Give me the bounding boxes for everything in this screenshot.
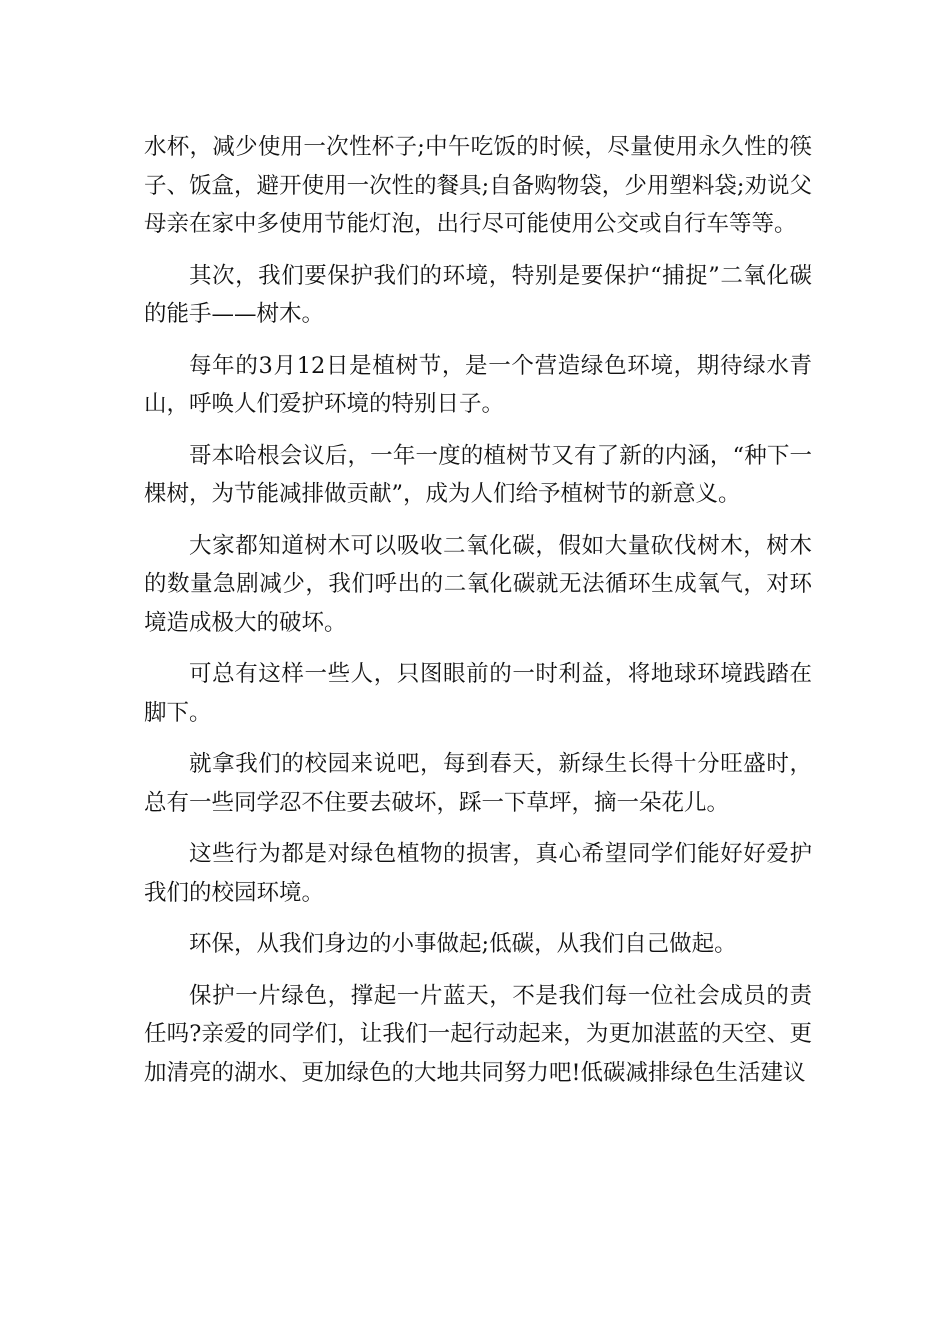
paragraph-4: 哥本哈根会议后，一年一度的植树节又有了新的内涵，“种下一棵树，为节能减排做贡献”，成为人们给予植树节的新意义。 bbox=[144, 442, 812, 507]
paragraph-3: 每年的3月12日是植树节，是一个营造绿色环境，期待绿水青山，呼唤人们爱护环境的特别日子。 bbox=[144, 352, 812, 417]
paragraph-9: 环保，从我们身边的小事做起;低碳，从我们自己做起。 bbox=[189, 931, 737, 957]
paragraph-8: 这些行为都是对绿色植物的损害，真心希望同学们能好好爱护我们的校园环境。 bbox=[144, 841, 812, 906]
paragraph-6: 可总有这样一些人，只图眼前的一时利益，将地球环境践踏在脚下。 bbox=[144, 661, 812, 726]
paragraph-1: 水杯，减少使用一次性杯子;中午吃饭的时候，尽量使用永久性的筷子、饭盒，避开使用一次性的餐具;自备购物袋，少用塑料袋;劝说父母亲在家中多使用节能灯泡，出行尽可能使用公交或自行车等等。 bbox=[144, 134, 812, 237]
paragraph-7: 就拿我们的校园来说吧，每到春天，新绿生长得十分旺盛时，总有一些同学忍不住要去破坏，踩一下草坪，摘一朵花儿。 bbox=[144, 751, 812, 816]
document-body bbox=[144, 128, 812, 1105]
paragraph-10: 保护一片绿色，撑起一片蓝天，不是我们每一位社会成员的责任吗?亲爱的同学们，让我们一起行动起来，为更加湛蓝的天空、更加清亮的湖水、更加绿色的大地共同努力吧!低碳减排绿色生活建议 bbox=[144, 982, 812, 1086]
paragraph-2: 其次，我们要保护我们的环境，特别是要保护“捕捉”二氧化碳的能手——树木。 bbox=[144, 262, 812, 327]
paragraph-5: 大家都知道树木可以吸收二氧化碳，假如大量砍伐树木，树木的数量急剧减少，我们呼出的二氧化碳就无法循环生成氧气，对环境造成极大的破坏。 bbox=[144, 532, 812, 636]
